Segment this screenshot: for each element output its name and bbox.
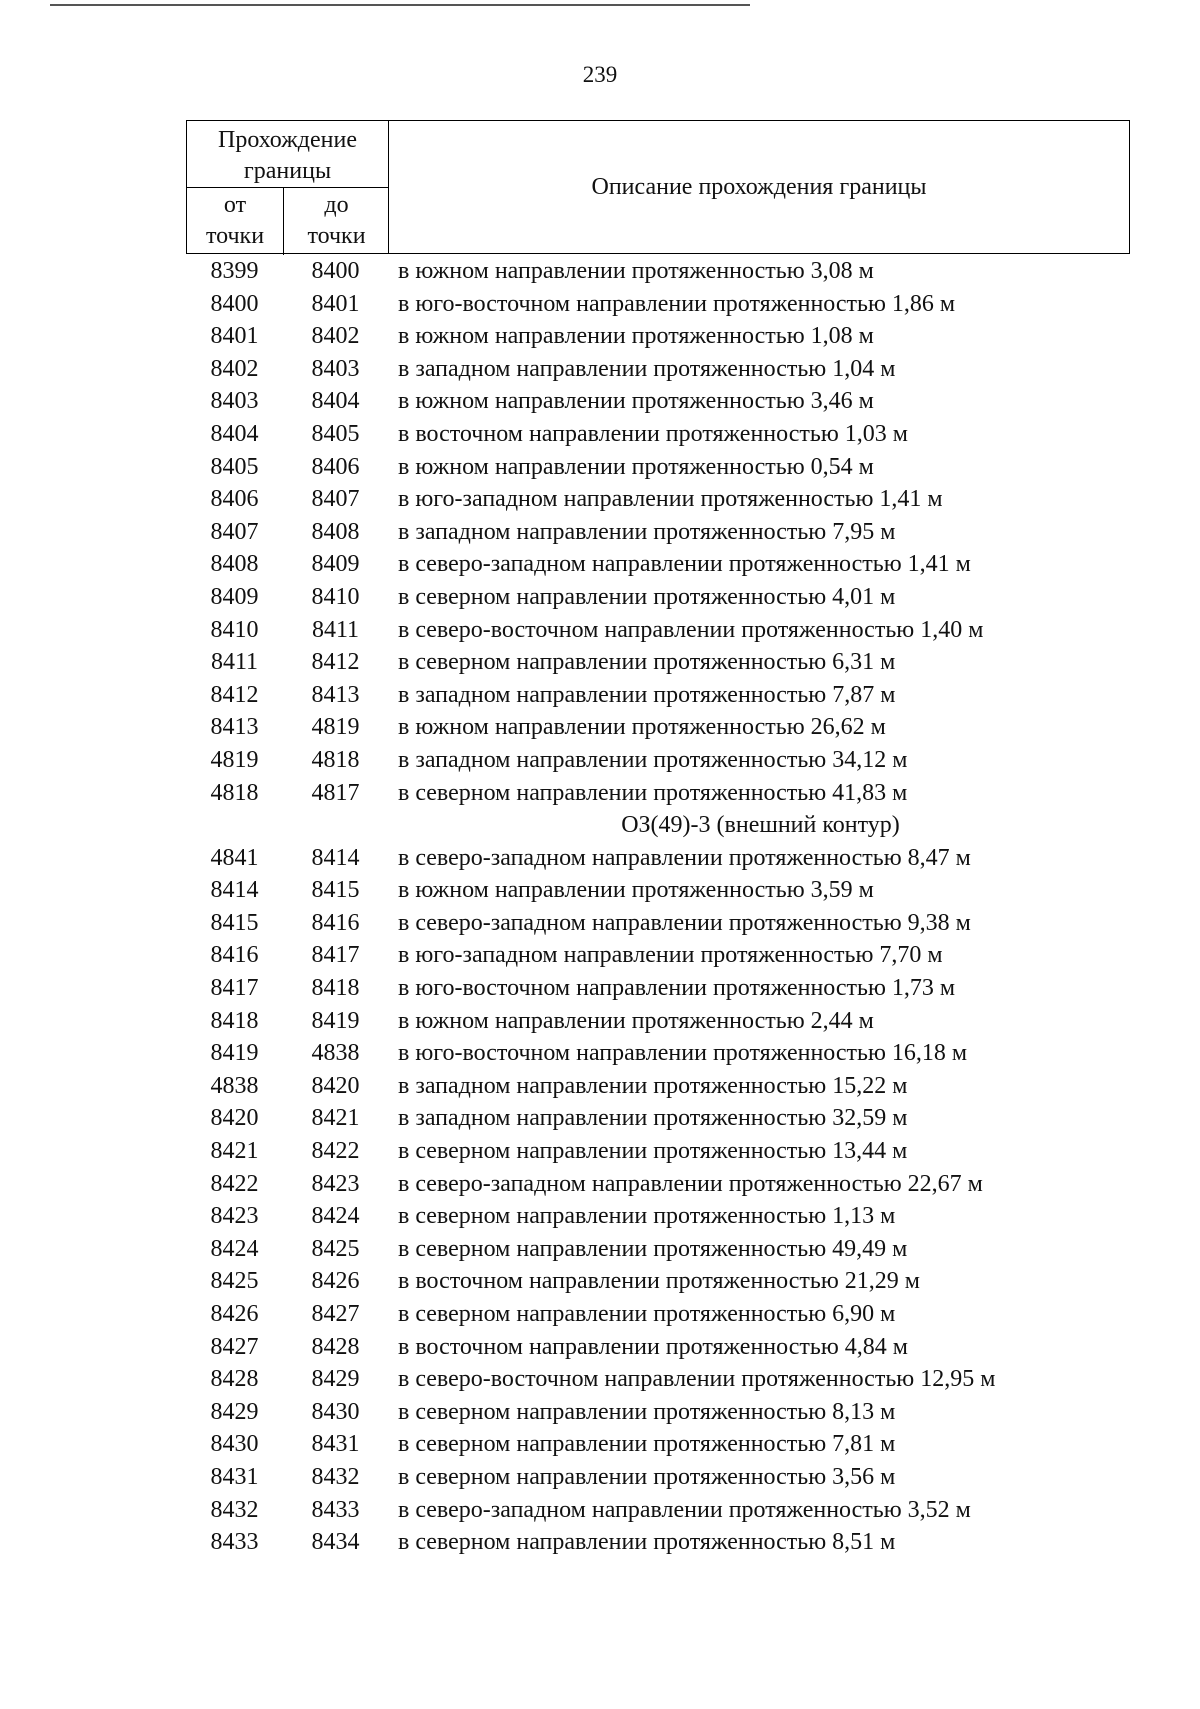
to-point-cell: 8411 (311, 616, 360, 643)
from-point-cell: 8425 (210, 1268, 259, 1295)
section-title: ОЗ(49)-3 (внешний контур) (621, 812, 900, 839)
table-row (186, 972, 1130, 1005)
to-point-header (284, 188, 389, 257)
from-point-cell: 8409 (210, 583, 259, 610)
to-point-cell: 8425 (311, 1235, 360, 1262)
from-point-cell: 8415 (210, 909, 259, 936)
table-row (186, 1461, 1130, 1494)
to-point-cell: 4819 (311, 714, 360, 741)
description-cell: в южном направлении протяженностью 3,59 м (398, 877, 874, 904)
table-row (186, 907, 1130, 940)
description-cell: в юго-восточном направлении протяженностью 1,86 м (398, 290, 956, 317)
description-cell: в северо-восточном направлении протяженностью 1,40 м (398, 616, 984, 643)
description-cell: в северном направлении протяженностью 7,81 м (398, 1431, 896, 1458)
to-point-cell: 8422 (311, 1138, 360, 1165)
description-cell: в южном направлении протяженностью 3,08 м (398, 258, 874, 284)
table-row (186, 1396, 1130, 1429)
from-point-cell: 8408 (210, 551, 259, 578)
from-point-cell: 8404 (210, 420, 259, 447)
to-point-cell: 8431 (311, 1431, 360, 1458)
to-point-cell: 8421 (311, 1105, 360, 1132)
description-cell: в западном направлении протяженностью 7,95 м (398, 518, 896, 545)
table-row (186, 483, 1130, 516)
table-row (186, 1298, 1130, 1331)
description-cell: в северо-западном направлении протяженностью 22,67 м (398, 1170, 983, 1197)
description-cell: в северо-западном направлении протяженностью 3,52 м (398, 1496, 971, 1523)
to-point-cell: 8413 (311, 681, 360, 708)
from-point-cell: 8429 (210, 1398, 259, 1425)
to-point-cell: 8417 (311, 942, 360, 969)
to-point-cell: 8407 (311, 486, 360, 513)
table-row (186, 1037, 1130, 1070)
from-point-cell: 8426 (210, 1301, 259, 1327)
to-point-cell: 4838 (311, 1040, 360, 1067)
from-point-cell: 8400 (210, 290, 259, 317)
to-point-cell: 8416 (311, 909, 360, 936)
from-point-cell: 8403 (210, 388, 259, 415)
table-header (186, 120, 1130, 254)
table-row (186, 679, 1130, 712)
table-row (186, 646, 1130, 679)
to-point-cell: 8404 (311, 388, 360, 415)
to-point-cell: 8424 (311, 1203, 360, 1230)
to-point-cell: 8402 (311, 323, 360, 350)
table-row (186, 1526, 1130, 1559)
description-cell: в северном направлении протяженностью 1,13 м (398, 1203, 896, 1230)
description-cell: в западном направлении протяженностью 34,12 м (398, 746, 908, 773)
from-point-cell: 8424 (210, 1235, 259, 1262)
to-point-cell: 8403 (311, 355, 360, 382)
to-point-cell: 8433 (311, 1496, 360, 1523)
to-point-cell: 8418 (311, 975, 360, 1002)
from-line1: от (223, 192, 247, 218)
to-point-cell: 8409 (311, 551, 360, 578)
description-cell: в северном направлении протяженностью 4,01 м (398, 583, 896, 610)
table-row (186, 744, 1130, 777)
from-point-cell: 8406 (210, 486, 259, 513)
from-point-cell: 8402 (210, 355, 259, 382)
to-point-cell: 8430 (311, 1398, 360, 1425)
table-row (186, 1363, 1130, 1396)
from-point-cell: 8422 (210, 1170, 259, 1197)
table-row (186, 288, 1130, 321)
description-cell: в юго-восточном направлении протяженностью 1,73 м (398, 975, 956, 1002)
from-point-cell: 8401 (210, 323, 259, 350)
to-point-cell: 8429 (311, 1366, 360, 1393)
description-cell: в западном направлении протяженностью 1,04 м (398, 355, 896, 382)
description-cell: в западном направлении протяженностью 15,22 м (398, 1072, 908, 1099)
table-row (186, 418, 1130, 451)
description-cell: в юго-восточном направлении протяженностью 16,18 м (398, 1040, 968, 1067)
boundary-passage-group-label (187, 121, 388, 188)
from-point-cell: 8405 (210, 453, 259, 480)
table-row (186, 711, 1130, 744)
from-point-cell: 4841 (210, 844, 259, 871)
to-point-cell: 8400 (311, 258, 360, 284)
from-point-cell: 4818 (210, 779, 259, 806)
description-cell: в северном направлении протяженностью 13,44 м (398, 1138, 908, 1165)
to-point-cell: 8412 (311, 649, 360, 676)
table-row (186, 320, 1130, 353)
table-row (186, 385, 1130, 418)
description-cell: в северном направлении протяженностью 3,56 м (398, 1463, 896, 1490)
description-header: Описание прохождения границы (591, 173, 927, 200)
from-point-cell: 8407 (210, 518, 259, 545)
to-point-cell: 8414 (311, 844, 360, 871)
table-row (186, 614, 1130, 647)
from-point-cell: 8431 (210, 1463, 259, 1490)
from-point-cell: 8410 (210, 616, 259, 643)
to-point-cell: 8410 (311, 583, 360, 610)
description-cell: в северо-восточном направлении протяженностью 12,95 м (398, 1366, 996, 1393)
to-point-cell: 8426 (311, 1268, 360, 1295)
description-cell: в юго-западном направлении протяженностью 7,70 м (398, 942, 943, 969)
page-number: 239 (582, 62, 618, 87)
to-point-cell: 8415 (311, 877, 360, 904)
group-label-line2: границы (243, 158, 332, 184)
to-point-cell: 8427 (311, 1301, 360, 1327)
table-row (186, 1200, 1130, 1233)
from-point-cell: 8430 (210, 1431, 259, 1458)
table-row (186, 451, 1130, 484)
table-body (186, 255, 1130, 1559)
description-cell: в южном направлении протяженностью 26,62 м (398, 714, 886, 741)
table-row (186, 1428, 1130, 1461)
table-row (186, 1135, 1130, 1168)
boundary-passage-header (187, 121, 389, 253)
to-line2: точки (307, 223, 366, 249)
description-cell: в северном направлении протяженностью 6,90 м (398, 1301, 896, 1327)
description-cell: в южном направлении протяженностью 3,46 м (398, 388, 874, 415)
description-cell: в северном направлении протяженностью 49,49 м (398, 1235, 908, 1262)
from-point-cell: 4819 (210, 746, 259, 773)
description-cell: в южном направлении протяженностью 1,08 м (398, 323, 874, 350)
table-row (186, 581, 1130, 614)
table-row (186, 1102, 1130, 1135)
to-point-cell: 8432 (311, 1463, 360, 1490)
to-point-cell: 8405 (311, 420, 360, 447)
description-cell: в южном направлении протяженностью 2,44 м (398, 1007, 874, 1034)
to-line1: до (324, 192, 349, 218)
description-cell: в восточном направлении протяженностью 1,03 м (398, 420, 908, 447)
table-row (186, 1168, 1130, 1201)
table-row (186, 874, 1130, 907)
table-row (186, 1494, 1130, 1527)
from-point-cell: 8411 (210, 649, 259, 676)
to-point-cell: 8428 (311, 1333, 360, 1360)
description-cell: в северо-западном направлении протяженностью 8,47 м (398, 844, 971, 871)
to-point-cell: 4817 (311, 779, 360, 806)
description-cell: в восточном направлении протяженностью 21,29 м (398, 1268, 920, 1295)
description-cell: в северном направлении протяженностью 8,13 м (398, 1398, 896, 1425)
table-row (186, 1265, 1130, 1298)
table-row (186, 939, 1130, 972)
scan-edge-line (50, 4, 750, 6)
description-cell: в северном направлении протяженностью 8,51 м (398, 1529, 896, 1556)
from-point-header (187, 188, 284, 255)
to-point-cell: 8420 (311, 1072, 360, 1099)
table-row (186, 548, 1130, 581)
to-point-cell: 8434 (311, 1529, 360, 1556)
from-point-cell: 8416 (210, 942, 259, 969)
table-row (186, 842, 1130, 875)
from-point-cell: 8421 (210, 1138, 259, 1165)
from-point-cell: 8428 (210, 1366, 259, 1393)
table-row (186, 1233, 1130, 1266)
from-point-cell: 8414 (210, 877, 259, 904)
from-point-cell: 8418 (210, 1007, 259, 1034)
description-cell: в северо-западном направлении протяженностью 9,38 м (398, 909, 971, 936)
table-row (186, 1070, 1130, 1103)
from-point-cell: 4838 (210, 1072, 259, 1099)
from-point-cell: 8413 (210, 714, 259, 741)
to-point-cell: 8408 (311, 518, 360, 545)
group-label-line1: Прохождение (217, 127, 357, 153)
description-cell: в западном направлении протяженностью 32,59 м (398, 1105, 908, 1132)
description-cell: в северном направлении протяженностью 41,83 м (398, 779, 908, 806)
from-point-cell: 8420 (210, 1105, 259, 1132)
from-point-cell: 8423 (210, 1203, 259, 1230)
description-cell: в южном направлении протяженностью 0,54 м (398, 453, 874, 480)
table-row (186, 353, 1130, 386)
table-row (186, 1331, 1130, 1364)
to-point-cell: 4818 (311, 746, 360, 773)
description-cell: в западном направлении протяженностью 7,87 м (398, 681, 896, 708)
to-point-cell: 8419 (311, 1007, 360, 1034)
from-line2: точки (205, 223, 265, 249)
to-point-cell: 8423 (311, 1170, 360, 1197)
from-point-cell: 8412 (210, 681, 259, 708)
from-point-cell: 8399 (210, 258, 259, 284)
table-row (186, 255, 1130, 288)
to-point-cell: 8406 (311, 453, 360, 480)
from-point-cell: 8433 (210, 1529, 259, 1556)
description-cell: в юго-западном направлении протяженностью 1,41 м (398, 486, 943, 513)
from-point-cell: 8432 (210, 1496, 259, 1523)
table-row (186, 1005, 1130, 1038)
to-point-cell: 8401 (311, 290, 360, 317)
description-cell: в северо-западном направлении протяженностью 1,41 м (398, 551, 971, 578)
from-point-cell: 8417 (210, 975, 259, 1002)
table-row (186, 516, 1130, 549)
from-point-cell: 8427 (210, 1333, 259, 1360)
from-point-cell: 8419 (210, 1040, 259, 1067)
table-row (186, 777, 1130, 810)
description-cell: в северном направлении протяженностью 6,31 м (398, 649, 896, 676)
description-cell: в восточном направлении протяженностью 4,84 м (398, 1333, 908, 1360)
